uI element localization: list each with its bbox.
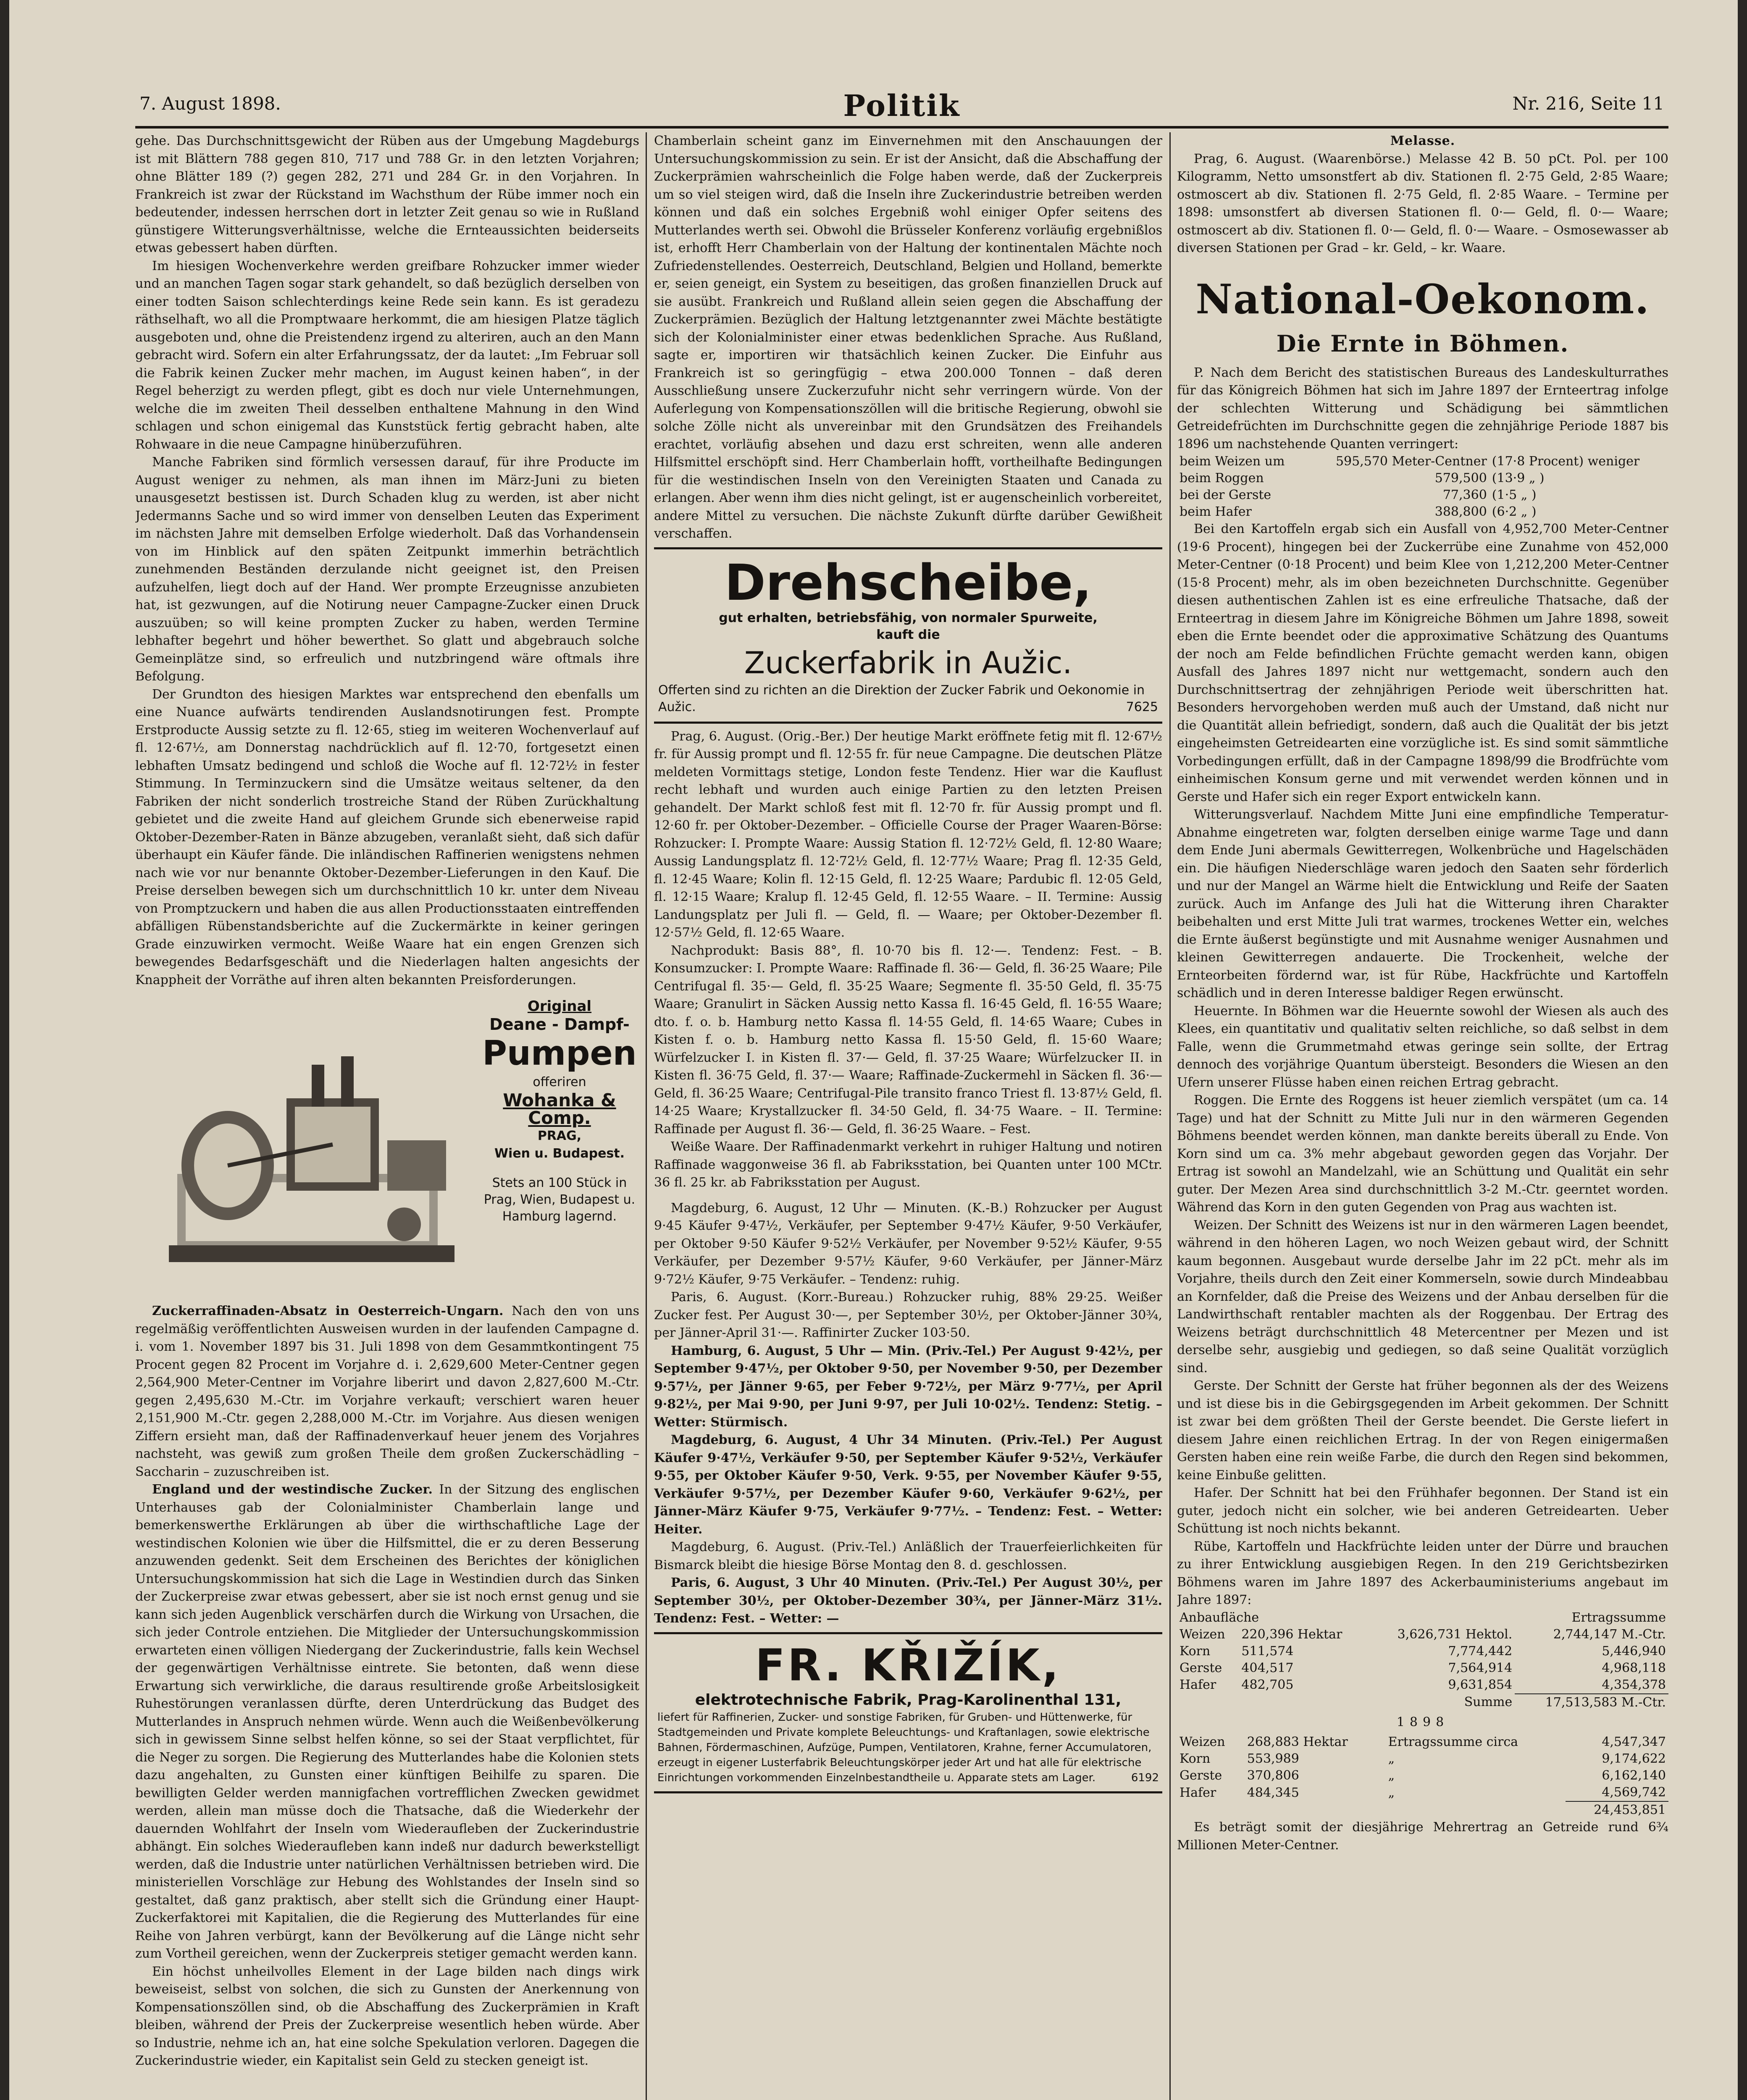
header-rule xyxy=(135,126,1668,129)
table-cell: Hafer xyxy=(1180,1677,1216,1692)
table-cell: bei der Gerste xyxy=(1180,488,1272,502)
paragraph: Magdeburg, 6. August, 4 Uhr 34 Minuten. (Priv.-Tel.) Per August Käufer 9·47½, Verkäufer 9·50, per September Käufer 9·52½, Verkäufer 9·55, per Oktober Käufer 9·50, Verk. 9·55, per November Käufer 9·55, Verkäufer 9·57½, per Dezember Käufer 9·60, Verkäufer 9·62½, per Jänner-März Käufer 9·75, Verkäufer 9·77½. – Tendenz: Fest. – Wetter: Heiter. xyxy=(654,1433,1162,1537)
table-cell: 484,345 xyxy=(1247,1785,1299,1800)
paragraph: Chamberlain scheint ganz im Einvernehmen mit den Anschauungen der Untersuchungskommission zu sein. Er ist der Ansicht, daß die Abschaffung der Zuckerprämien wahrscheinlich die Folge haben werde, daß der Zuckerpreis um so viel steigen wird, daß die Inseln ihre Zuckerindustrie betreiben werden können und daß ein solches Ergebniß wohl einiger Opfer seitens des Mutterlandes werth sei. Obwohl die Brüsseler Konferenz vorläufig ergebnißlos ist, erhofft Herr Chamberlain von der Haltung der kontinentalen Mächte noch Zufriedenstellendes. Oesterreich, Deutschland, Belgien und Holland, bemerkte er, seien geneigt, ein System zu beseitigen, das großen finanziellen Druck auf sie ausübt. Frankreich und Rußland allein seien gegen die Abschaffung der Zuckerprämien. Bezüglich der Haltung letztgenannter zwei Mächte bestätigte sich der Kolonialminister einer etwas bedenklichen Sprache. Aus Rußland, sagte er, importiren wir thatsächlich keinen Zucker. Die Einfuhr aus Frankreich ist so geringfügig – etwa 200.000 Tonnen – daß deren Ausschließung unsere Zuckerzufuhr nicht sehr verringern würde. Von der Auferlegung von Kompensationszöllen will die britische Regierung, obwohl sie solche Zölle nicht als unvereinbar mit den Grundsätzen des Freihandels erachtet, vorläufig absehen und dazu erst schreiten, wenn alle anderen Hilfsmittel erschöpft sind. Herr Chamberlain hofft, vortheilhafte Bedingungen für die westindischen Inseln von den Vereinigten Staaten und Canada zu erlangen. Aber wenn ihm dies nicht gelingt, ist er augenscheinlich vorbereitet, andere Mittel zu versuchen. Die nächste Zukunft dürfte darüber Gewißheit verschaffen. xyxy=(654,134,1162,541)
table-cell: 9,174,622 xyxy=(1602,1751,1666,1766)
table-row xyxy=(1177,1784,1668,1801)
paragraph: Weizen. Der Schnitt des Weizens ist nur in den wärmeren Lagen beendet, während in den höheren Lagen, wo noch Weizen gebaut wird, der Schnitt kaum begonnen. Ausgebaut wurde derselbe Jahr im 22 pCt. mehr als im Vorjahre, theils durch den Zeit einer Kommerseln, sowie durch Mindeabbau an Kornfelder, daß die Preise des Weizens und der Anbau derselben für die Landwirthschaft rentabler machten als der Roggenbau. Der Ertrag des Weizens beträgt durchschnittlich 48 Metercentner per Mezen und ist derselbe sehr, ausgiebig und gediegen, so daß seine Qualität vorzüglich sind. xyxy=(1177,1218,1668,1376)
paragraph: Paris, 6. August. (Korr.-Bureau.) Rohzucker ruhig, 88% 29·25. Weißer Zucker fest. Per August 30·—, per September 30½, per Oktober-Jänner 30¾, per Jänner-April 31·—. Raffinirter Zucker 103·50. xyxy=(654,1290,1162,1340)
paragraph: P. Nach dem Bericht des statistischen Bureaus des Landeskulturrathes für das Königreich Böhmen hat sich im Jahre 1897 der Ernteertrag infolge der schlechten Witterung und Schädigung bei sämmtlichen Getreidefrüchten im Durchschnitte gegen die zehnjährige Periode 1887 bis 1896 um nachstehende Quanten verringert: xyxy=(1177,365,1668,452)
table-cell: 6,162,140 xyxy=(1602,1768,1666,1783)
paragraph: Hamburg, 6. August, 5 Uhr — Min. (Priv.-Tel.) Per August 9·42½, per September 9·47½, per Oktober 9·50, per November 9·50, per Dezember 9·57½, per Jänner 9·65, per Feber 9·72½, per März 9·77½, per April 9·82½, per Mai 9·90, per Juni 9·97, per Juli 10·02½. Tendenz: Stetig. – Wetter: Stürmisch. xyxy=(654,1343,1162,1430)
paragraph: Bei den Kartoffeln ergab sich ein Ausfall von 4,952,700 Meter-Centner (19·6 Procent), hingegen bei der Zuckerrübe eine Zunahme von 452,000 Meter-Centner (0·18 Procent) und beim Klee von 1,212,200 Meter-Centner (15·8 Procent) mehr, als im oben bezeichneten Durchschnitte. Gegenüber diesen authentischen Zahlen ist es eine erfreuliche Thatsache, daß der Ernteertrag in diesem Jahre im Königreiche Böhmen um Jahre 1898, soweit eben die Ernte beendet oder die approximative Schätzung des Quantums der noch am Felde befindlichen Früchte gemacht werden kann, obigen Ausfall des Jahres 1897 nicht nur wettgemacht, sondern auch den Durchschnittsertrag der zehnjährigen Periode weit überschritten hat. Besonders hervorgehoben werden muß auch der Umstand, daß nicht nur die Quantität allein befriedigt, sondern, daß auch die Qualität der bis jetzt eingeheimsten Getreidearten eine vorzügliche ist. Es sind somit sämmtliche Vorbedingungen erfüllt, daß in der Campagne 1898/99 die Brodfrüchte vom einheimischen Konsum gerne und mit verwendet werden können und in Gerste und Hafer sich ein reger Export entwickeln kann. xyxy=(1177,522,1668,804)
newspaper-page xyxy=(9,0,1738,2100)
table-cell: 553,989 xyxy=(1247,1751,1299,1766)
paragraph: Nachprodukt: Basis 88°, fl. 10·70 bis fl. 12·—. Tendenz: Fest. – B. Konsumzucker: I. Prompte Waare: Raffinade fl. 36·— Geld, fl. 36·25 Waare; Pile Centrifugal fl. 35·— Geld, fl. 35·25 Waare; Segmente fl. 35·50 Geld, fl. 35·75 Waare; Granulirt in Säcken Aussig netto Kassa fl. 16·45 Geld, fl. 16·55 Waare; dto. f. o. b. Hamburg netto Kassa fl. 14·55 Geld, fl. 14·65 Waare; Cubes in Kisten f. o. b. Hamburg netto Kassa fl. 15·50 Geld, fl. 15·60 Waare; Würfelzucker I. in Kisten fl. 37·— Geld, fl. 37·25 Waare; Würfelzucker II. in Kisten fl. 36·75 Geld, fl. 37·— Waare; Raffinade-Zuckermehl in Säcken fl. 36·— Geld, fl. 36·25 Waare; Centrifugal-Pile transito franco Triest fl. 13·87½ Geld, fl. 14·25 Waare; Krystallzucker fl. 34·50 Geld, fl. 34·75 Waare. – II. Termine: Raffinade per August fl. 36·— Geld, fl. 36·25 Waare. – Fest. xyxy=(654,943,1162,1137)
paragraph: Der Grundton des hiesigen Marktes war entsprechend den ebenfalls um eine Nuance aufwärts tendirenden Auslandsnotirungen fest. Prompte Erstproducte Aussig setzte zu fl. 12·65, stieg im weiteren Wochenverlauf auf fl. 12·67½, am Donnerstag nachdrücklich auf fl. 12·70, fortgesetzt einen lebhaften Umsatz bedingend und schloß die Woche auf fl. 12·72½ in fester Stimmung. In Terminzuckern sind die Umsätze weitaus seltener, da den Fabriken der nicht sonderlich trostreiche Stand der Rüben Zurückhaltung gebietet und die zweite Hand auf gleichem Grunde sich ebenerweise rapid Oktober-Dezember-Raten in Bänze abzugeben, veranlaßt sieht, daß sich dafür überhaupt ein Käufer fände. Die inländischen Raffinerien wenigstens nehmen nach wie vor nur benannte Oktober-Dezember-Lieferungen in den Kauf. Die Preise derselben bewegen sich um durchschnittlich 10 kr. unter dem Niveau von Promptzuckern und haben die aus allen Productionsstaaten eintreffenden abfälligen Rübenstandsberichte auf die Zuckermärkte in keiner geringen Grade einzuwirken vermocht. Weiße Waare hat ein engen Grenzen sich bewegendes Bedarfsgeschäft und die Niederlagen halten angesichts der Knappheit der Vorräthe auf ihren alten bekannten Preisforderungen. xyxy=(135,687,639,987)
table-row xyxy=(1177,1660,1668,1677)
krizik-subtitle: elektrotechnische Fabrik, Prag-Karolinenthal 131, xyxy=(695,1691,1122,1709)
pump-ad-stock: Stets an 100 Stück in Prag, Wien, Budapest u. Hamburg lagernd. xyxy=(483,1175,636,1224)
table-cell: 4,968,118 xyxy=(1602,1660,1666,1675)
pump-ad-city2: Wien u. Budapest. xyxy=(494,1146,625,1161)
table-row xyxy=(1177,470,1668,487)
table-row xyxy=(1177,1677,1668,1694)
table-cell: Ertragssumme circa xyxy=(1388,1735,1518,1749)
paragraph: Ein höchst unheilvolles Element in der Lage bilden nach dings wirk beweiseist, selbst von solchen, die sich zu Gunsten der Anerkennung von Kompensationszöllen sind, ob die Abschaffung des Zuckerprämien in Kraft bleiben, während der Preis der Zuckerpreise wesentlich heben würde. Aber so Industrie, nehme ich an, hat eine solche Spekulation verloren. Dagegen die Zuckerindustrie wieder, ein Kapitalist sein Geld zu stecken geneigt ist. xyxy=(135,1964,639,2068)
ad-contact-text: Offerten sind zu richten an die Direktion der Zucker Fabrik und Oekonomie in Aužic. xyxy=(658,682,1145,714)
harvest-1898-table xyxy=(1177,1734,1668,1819)
paragraph: Hafer. Der Schnitt hat bei den Frühhafer begonnen. Der Stand ist ein guter, jedoch nicht ein solcher, wie bei anderen Getreidearten. Ueber Schüttung ist noch nichts bekannt. xyxy=(1177,1486,1668,1536)
table-row xyxy=(1177,1643,1668,1660)
steam-pump-illustration xyxy=(152,1048,471,1283)
table-cell: 4,354,378 xyxy=(1602,1677,1666,1692)
krizik-title: FR. KŘIŽÍK, xyxy=(755,1639,1061,1691)
paragraph: Weiße Waare. Der Raffinadenmarkt verkehrt in ruhiger Haltung und notiren Raffinade waggonweise 36 fl. ab Fabriksstation, bei Quanten unter 100 MCtr. 36 fl. 25 kr. ab Fabriksstation per August. xyxy=(654,1139,1162,1190)
table-sum-row xyxy=(1177,1694,1668,1711)
article-heading: England und der westindische Zucker. xyxy=(152,1482,433,1497)
table-cell: Korn xyxy=(1180,1751,1211,1766)
table-cell: beim Roggen xyxy=(1180,471,1264,486)
paragraph: Magdeburg, 6. August, 12 Uhr — Minuten. (K.-B.) Rohzucker per August 9·45 Käufer 9·47½, Verkäufer, per September 9·47½ Käufer, 9·50 Verkäufer, per Oktober 9·50 Käufer 9·52½ Verkäufer, per November 9·52½ Käufer, 9·55 Verkäufer, per Dezember 9·57½ Käufer, 9·60 Verkäufer, per Jänner-März 9·72½ Käufer, 9·75 Verkäufer. – Tendenz: ruhig. xyxy=(654,1200,1162,1287)
table-cell: Weizen xyxy=(1180,1735,1225,1749)
paragraph: Paris, 6. August, 3 Uhr 40 Minuten. (Priv.-Tel.) Per August 30½, per September 30½, per Oktober-Dezember 30¾, per Jänner-März 31½. Tendenz: Fest. – Wetter: — xyxy=(654,1575,1162,1626)
pump-ad-company: Wohanka & Comp. xyxy=(503,1089,616,1128)
table-cell: 2,744,147 M.-Ctr. xyxy=(1553,1627,1666,1642)
table-cell: 7,774,442 xyxy=(1448,1643,1513,1659)
paragraph: Gerste. Der Schnitt der Gerste hat früher begonnen als der des Weizens und ist diese bis in die Gebirgsgegenden im Arbeit gekommen. Der Schnitt ist zwar bei dem größten Theil der Gerste beendet. Die Gerste liefert in diesem Jahre einen reichlichen Ertrag. In der von Regen einigermaßen Gersten haben eine rein weiße Farbe, die durch den Regen sind bekommen, keine Einbuße gelitten. xyxy=(1177,1378,1668,1483)
paragraph: Es beträgt somit der diesjährige Mehrertrag an Getreide rund 6¾ Millionen Meter-Centner. xyxy=(1177,1820,1668,1853)
table-row xyxy=(1177,1734,1668,1751)
paragraph: Heuernte. In Böhmen war die Heuernte sowohl der Wiesen als auch des Klees, ein quantitativ und qualitativ selten reichliche, so daß selbst in dem Falle, wenn die Grummetmahd etwas geringe sein sollte, der Ertrag dennoch des vorjährige Quantum übersteigt. Besonders die Wiesen an den Ufern unserer Flüsse haben einen reichen Ertrag gebracht. xyxy=(1177,1003,1668,1090)
pump-ad-offer: offeriren xyxy=(533,1075,586,1089)
article-heading: Zuckerraffinaden-Absatz in Oesterreich-Ungarn. xyxy=(152,1304,504,1318)
table-cell: 482,705 xyxy=(1241,1677,1294,1692)
paragraph: gehe. Das Durchschnittsgewicht der Rüben aus der Umgebung Magdeburgs ist mit Blättern 788 gegen 810, 717 und 788 Gr. in den letzten Vorjahren; ohne Blätter 189 (?) gegen 282, 271 und 284 Gr. in den Vorjahren. In Frankreich ist zwar der Rückstand im Wachsthum der Rübe immer noch ein bedeutender, indessen herrschen dort in letzter Zeit genau so wie in Rußland günstigere Witterungsverhältnisse, welche die Ernteaussichten beiderseits etwas gebessert haben dürften. xyxy=(135,134,639,255)
table-row xyxy=(1177,504,1668,520)
table-sum: 17,513,583 M.-Ctr. xyxy=(1515,1694,1668,1711)
table-cell: 77,360 xyxy=(1442,488,1487,502)
ad-company: Zuckerfabrik in Aužic. xyxy=(744,645,1072,680)
ad-title: Drehscheibe, xyxy=(724,553,1092,612)
table-row xyxy=(1177,1751,1668,1767)
section-name: Politik xyxy=(843,88,961,123)
article-title: Die Ernte in Böhmen. xyxy=(1276,330,1569,357)
table-header: Anbaufläche xyxy=(1180,1610,1259,1625)
paragraph: In der Sitzung des englischen Unterhauses gab der Colonialminister Chamberlain lange und bemerkenswerthe Erklärungen ab über die wirthschaftliche Lage der westindischen Kolonien wie über die Hilfsmittel, die er zu deren Besserung anzuwenden gedenkt. Seit dem Erscheinen des Berichtes der königlichen Untersuchungskommission hat sich die Lage in Westindien durch das Sinken der Zuckerpreise zwar etwas gebessert, aber sie ist noch ernst genug und sie kann sich jeden Augenblick verschärfen durch die Wirkung von Ursachen, die sich jeder Controle entziehen. Die Mitglieder der Untersuchungskommission erwarteten einen völligen Niedergang der Zuckerindustrie, falls kein Wechsel der gegenwärtigen Verhältnisse eintrete. Sie betonten, daß wenn diese Erwartung sich verwirkliche, die daraus resultirende große Arbeitslosigkeit Ruhestörungen veranlassen dürfte, deren Unterdrückung das Budget des Mutterlandes in Anspruch nehmen würde. Wenn auch die Weißenbevölkerung sich in gewissem Sinne selbst helfen könne, so sei der Staat verpflichtet, für die Neger zu sorgen. Die Regierung des Mutterlandes habe die Kolonien stets dazu angehalten, zu Gunsten einer künftigen Beihilfe zu sparen. Die bewilligten Gelder werden mannigfachen vortrefflichen Zwecken gewidmet werden, allein man müsse doch die Thatsache, daß die Wiederkehr der dauernden Wohlfahrt der Inseln vom Wiederaufleben der Zuckerindustrie abhängt. Ein solches Wiederaufleben kann indeß nur dadurch bewerkstelligt werden, daß die Industrie unter natürlichen Verhältnissen betrieben wird. Die ministeriellen Vorschläge zur Hebung des Wohlstandes der Inseln sind so gestaltet, daß ganz praktisch, aber stellt sich die Gründung einer Haupt-Zuckerfaktorei mit Kapitalien, die die Regierung des Mutterlandes für eine Reihe von Jahren verbürgt, kann der Bevölkerung auf die Länge nicht sehr zum Vortheil gereichen, wenn der Zuckerpreis stetiger gemacht werden kann. xyxy=(135,1482,639,1961)
table-cell: 9,631,854 xyxy=(1448,1677,1513,1692)
table-cell: „ xyxy=(1388,1751,1395,1766)
drehscheibe-advertisement xyxy=(654,547,1162,724)
table-row xyxy=(1177,487,1668,504)
table-cell: beim Hafer xyxy=(1180,504,1252,519)
pump-ad-city: PRAG, xyxy=(537,1128,582,1143)
table-cell: 220,396 Hektar xyxy=(1241,1627,1342,1642)
table-cell: Korn xyxy=(1180,1643,1211,1659)
table-cell: beim Weizen um xyxy=(1180,454,1285,469)
paragraph: Rübe, Kartoffeln und Hackfrüchte leiden unter der Dürre und brauchen zu ihrer Entwicklung ausgiebigen Regen. In den 219 Gerichtsbezirken Böhmens waren im Jahre 1897 des Ackerbauministeriums angebaut im Jahre 1897: xyxy=(1177,1539,1668,1607)
table-cell: Weizen xyxy=(1180,1627,1225,1642)
table-cell: 579,500 xyxy=(1434,471,1487,486)
table-cell: Gerste xyxy=(1180,1660,1222,1675)
ad-contact xyxy=(654,682,1162,716)
issue-page-number: Nr. 216, Seite 11 xyxy=(1512,93,1664,114)
pump-ad-text xyxy=(480,998,639,1225)
table-sum: 24,453,851 xyxy=(1566,1801,1668,1819)
pump-advertisement xyxy=(135,993,639,1296)
column-2 xyxy=(654,132,1162,2100)
paragraph: Witterungsverlauf. Nachdem Mitte Juni eine empfindliche Temperatur-Abnahme eingetreten war, folgten derselben einige warme Tage und dann dem Ende Juni abermals Gewitterregen, Wolkenbrüche und Hagelschäden ein. Die häufigen Niederschläge waren jedoch den Saaten sehr förderlich und nur der Mangel an Wärme hielt die Entwicklung und Reife der Saaten zurück. Auch im Anfange des Juli hat die Witterung ihren Charakter beibehalten und erst Mitte Juli trat warmes, trockenes Wetter ein, welches die Ernte äußerst begünstigte und mit Ausnahme weniger Ausnahmen und kleinen Gewitterregen andauerte. Die Trockenheit, welche der Ernteorbeiten fördernd war, ist für Rübe, Hackfrüchte und Kartoffeln schädlich und in deren Interesse baldiger Regen erwünscht. xyxy=(1177,807,1668,1000)
table-cell: (1·5 „ ) xyxy=(1492,488,1537,502)
table-cell: Gerste xyxy=(1180,1768,1222,1783)
table-cell: 404,517 xyxy=(1241,1660,1294,1675)
article-heading: Melasse. xyxy=(1390,134,1455,148)
paragraph: Nach den von uns regelmäßig veröffentlichten Ausweisen wurden in der laufenden Campagne d. i. vom 1. November 1897 bis 31. Juli 1898 von dem Gesammtkontingent 75 Procent gegen 82 Procent im Vorjahre d. i. 2,629,600 Meter-Centner gegen 2,564,900 Meter-Centner im Vorjahre liberirt und davon 2,827,600 M.-Ctr. gegen 2,495,630 M.-Ctr. im Vorjahre verkauft; verschiert waren heuer 2,151,900 M.-Ctr. gegen 2,288,000 M.-Ctr. im Vorjahre. Aus diesen wenigen Ziffern ersieht man, daß der Raffinadenverkauf heuer jenem des Vorjahres nachsteht, was gewiß zum großen Theile dem großen Zuckerschädling – Saccharin – zuzuschreiben ist. xyxy=(135,1304,639,1479)
krizik-body-text: liefert für Raffinerien, Zucker- und sonstige Fabriken, für Gruben- und Hüttenwerke, für Stadtgemeinden und Private komplete Beleuchtungs- und Kraftanlagen, sowie elektrische Bahnen, Fördermaschinen, Aufzüge, Pumpen, Ventilatoren, Krahne, ferner Accumulatoren, erzeugt in eigener Lusterfabrik Beleuchtungskörper jeder Art und hat alle für elektrische Einrichtungen vorkommenden Einzelnbestandtheile u. Apparate stets am Lager. xyxy=(657,1711,1152,1784)
table-cell: 595,570 Meter-Centner xyxy=(1335,454,1487,469)
column-1 xyxy=(135,132,639,2100)
table-sum-label: Summe xyxy=(1464,1695,1513,1709)
table-cell: 4,569,742 xyxy=(1602,1785,1666,1800)
table-cell: 388,800 xyxy=(1434,504,1487,519)
paragraph: Prag, 6. August. (Orig.-Ber.) Der heutige Markt eröffnete fetig mit fl. 12·67½ fr. für Aussig prompt und fl. 12·55 fr. für neue Campagne. Die deutschen Plätze meldeten Vormittags stetige, London feste Tendenz. Hier war die Kauflust recht lebhaft und wurden auch einige Partien zu den letzten Preisen gehandelt. Der Markt schloß fest mit fl. 12·70 fr. für Aussig prompt und fl. 12·60 fr. per Oktober-Dezember. – Officielle Course der Prager Waaren-Börse: Rohzucker: I. Prompte Waare: Aussig Station fl. 12·72½ Geld, fl. 12·80 Waare; Aussig Landungsplatz fl. 12·72½ Geld, fl. 12·77½ Waare; Prag fl. 12·35 Geld, fl. 12·45 Waare; Kolin fl. 12·15 Geld, fl. 12·25 Waare; Pardubic fl. 12·05 Geld, fl. 12·15 Waare; Kralup fl. 12·45 Geld, fl. 12·55 Waare. – II. Termine: Aussig Landungsplatz per Juli fl. — Geld, fl. — Waare; per Oktober-Dezember fl. 12·57½ Geld, fl. 12·65 Waare. xyxy=(654,729,1162,940)
table-header-row xyxy=(1177,1609,1668,1626)
masthead xyxy=(139,88,1664,126)
table-cell: 370,806 xyxy=(1247,1768,1299,1783)
harvest-1897-table xyxy=(1177,1609,1668,1711)
paragraph: Im hiesigen Wochenverkehre werden greifbare Rohzucker immer wieder und an manchen Tagen sogar stark gehandelt, so daß bezüglich derselben von einer todten Saison schlechterdings keine Rede sein kann. Es ist geradezu räthselhaft, wo all die Promptwaare herkommt, die am hiesigen Platze täglich ausgeboten und, ohne die Preistendenz irgend zu alteriren, auch an den Mann gebracht wird. Sofern ein alter Erfahrungssatz, der da lautet: „Im Februar soll die Fabrik keinen Zucker mehr machen, im August keinen haben“, in der Regel beherzigt zu werden pflegt, gibt es doch nur viele Unternehmungen, welche die im zweiten Theil desselben enthaltene Mahnung in den Wind schlagen und schon einigemal das Kunststück fertig gebracht haben, alte Rohwaare in die neue Campagne hinüberzuführen. xyxy=(135,258,639,452)
ernte-loss-table xyxy=(1177,453,1668,520)
table-cell: „ xyxy=(1388,1785,1395,1800)
ad-number: 7625 xyxy=(1126,699,1158,714)
issue-date: 7. August 1898. xyxy=(139,93,281,114)
ad-line: gut erhalten, betriebsfähig, von normaler Spurweite, xyxy=(719,610,1098,625)
table-row xyxy=(1177,1626,1668,1643)
pump-ad-product: Pumpen xyxy=(482,1034,637,1073)
table-cell: (17·8 Procent) weniger xyxy=(1492,454,1640,469)
pump-ad-original: Original xyxy=(527,998,592,1015)
table-cell: 511,574 xyxy=(1241,1643,1294,1659)
pump-ad-brand: Deane - Dampf- xyxy=(489,1015,630,1034)
paragraph: Magdeburg, 6. August. (Priv.-Tel.) Anläßlich der Trauerfeierlichkeiten für Bismarck bleibt die hiesige Börse Montag den 8. d. geschlossen. xyxy=(654,1540,1162,1572)
table-sum-row xyxy=(1177,1801,1668,1819)
section-title: National-Oekonom. xyxy=(1195,275,1650,323)
table-cell: (13·9 „ ) xyxy=(1492,471,1545,486)
table-cell: „ xyxy=(1388,1768,1395,1783)
paragraph: Prag, 6. August. (Waarenbörse.) Melasse 42 B. 50 pCt. Pol. per 100 Kilogramm, Netto umsonstfert ab div. Stationen fl. 2·75 Geld, 2·85 Waare; ostmoscert ab div. Stationen fl. 2·75 Geld, fl. 2·85 Waare. – Termine per 1898: umsonstfert ab diversen Stationen fl. 0·— Geld, fl. 0·— Waare; ostmoscert ab div. Stationen fl. 0·— Geld, fl. 0·— Waare. – Osmosewasser ab diversen Stationen per Grad – kr. Geld, – kr. Waare. xyxy=(1177,151,1668,255)
table-cell: 268,883 Hektar xyxy=(1247,1735,1348,1749)
table-header: Ertragssumme xyxy=(1571,1610,1666,1625)
table-cell: 3,626,731 Hektol. xyxy=(1397,1627,1513,1642)
table-cell: Hafer xyxy=(1180,1785,1216,1800)
ad-number: 6192 xyxy=(1131,1771,1159,1784)
column-divider xyxy=(1169,132,1171,2100)
table-row xyxy=(1177,453,1668,470)
paragraph: Manche Fabriken sind förmlich versessen darauf, für ihre Producte im August weniger zu nehmen, als man ihnen im März-Juni zu bieten unausgesetzt bestissen ist. Durch Schaden klug zu werden, ist aber nicht Jedermanns Sache und so wird immer von denselben Leuten das Experiment im nächsten Jahre mit demselben Erfolge wiederholt. Daß das Vorhandensein von im Hinblick auf den späten Zeitpunkt immerhin beträchtlich zunehmenden Beständen derzulande nicht geeignet ist, den Preisen aufzuhelfen, liegt doch auf der Hand. Wer prompte Erzeugnisse anzubieten hat, ist gezwungen, auf die Notirung neuer Campagne-Zucker einen Druck auszuüben; so will keine prompten Zucker zu haben, werden Termine lebhafter begehrt und höher bewerthet. So glatt und abgebrauch solche Gemeinplätze sind, so erfreulich und nutzbringend wäre oftmals ihre Befolgung. xyxy=(135,455,639,684)
column-3 xyxy=(1177,132,1668,2100)
column-divider xyxy=(646,132,647,2100)
table-cell: (6·2 „ ) xyxy=(1492,504,1537,519)
krizik-advertisement xyxy=(654,1632,1162,1793)
ad-line: kauft die xyxy=(876,627,940,642)
table-cell: 7,564,914 xyxy=(1448,1660,1513,1675)
year-label: 1898 xyxy=(1396,1714,1449,1730)
table-cell: 4,547,347 xyxy=(1602,1735,1666,1749)
krizik-body xyxy=(654,1710,1162,1785)
table-cell: 5,446,940 xyxy=(1602,1643,1666,1659)
paragraph: Roggen. Die Ernte des Roggens ist heuer ziemlich verspätet (um ca. 14 Tage) und hat der Schnitt zu Mitte Juli nur in den wärmeren Gegenden Böhmens beendet werden können, man dankte bereits überall zu Ende. Von Korn sind um ca. 3% mehr abgebaut geworden gegen das Vorjahr. Der Ertrag ist sowohl an Mandelzahl, wie an Schüttung und Qualität ein sehr guter. Der Mezen Area sind durchschnittlich 3-2 M.-Ctr. geerntet worden. Während das Korn in den guten Gegenden von Prag aus wachten ist. xyxy=(1177,1093,1668,1215)
table-row xyxy=(1177,1767,1668,1784)
